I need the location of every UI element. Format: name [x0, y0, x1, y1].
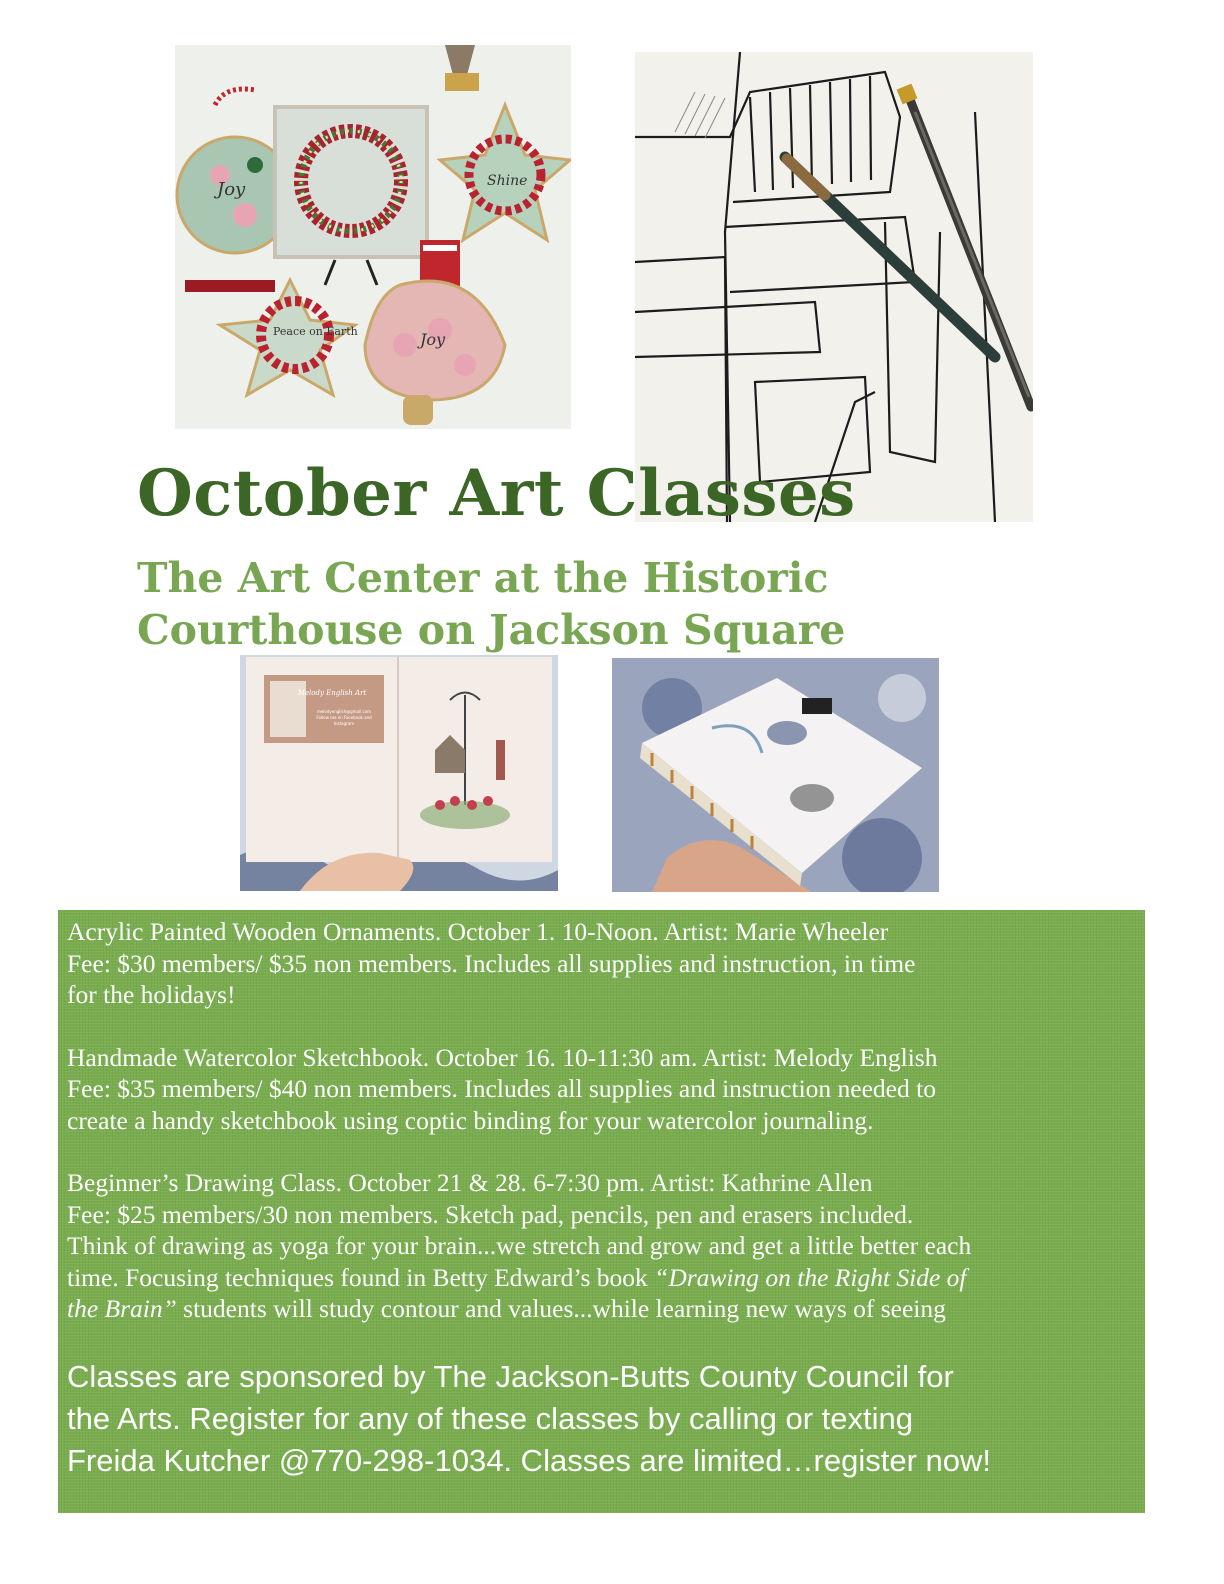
open-sketchbook-illustration [240, 655, 558, 891]
coptic-bound-sketchbook-photo [612, 658, 939, 892]
open-watercolor-sketchbook-photo [240, 655, 558, 891]
class-sketchbook-title: Handmade Watercolor Sketchbook. October 16. 10-11:30 am. Artist: Melody English [67, 1042, 938, 1072]
headline: October Art Classes [137, 456, 856, 531]
class-drawing-fee: Fee: $25 members/30 non members. Sketch pad, pencils, pen and erasers included. [67, 1199, 914, 1229]
sponsor-line-2: the Arts. Register for any of these classes by calling or texting [67, 1400, 914, 1436]
sponsor-line-3: Freida Kutcher @770-298-1034. Classes are limited…register now! [67, 1442, 992, 1478]
class-ornaments-note: for the holidays! [67, 980, 236, 1009]
class-ornaments [67, 916, 1137, 1011]
class-drawing-book-title: “Drawing on the Right Side of [654, 1262, 967, 1292]
svg-text:Joy: Joy [217, 179, 246, 200]
svg-text:Follow me on Facebook and: Follow me on Facebook and [316, 715, 372, 720]
sponsor-note [67, 1356, 1137, 1482]
class-drawing-book-post: students will study contour and values...while learning new ways of seeing [176, 1294, 946, 1323]
class-drawing-book-line-2 [67, 1293, 1137, 1325]
class-drawing-book-title-end: the Brain” [67, 1294, 177, 1323]
subtitle: The Art Center at the Historic Courthouse on Jackson Square [137, 554, 846, 654]
class-sketchbook [67, 1042, 1137, 1137]
svg-text:Joy: Joy [420, 330, 446, 349]
class-drawing-book-pre: time. Focusing techniques found in Betty Edward’s book [67, 1262, 655, 1292]
svg-text:Instagram: Instagram [333, 721, 355, 726]
class-info-panel [58, 910, 1145, 1513]
svg-text:Peace on Earth: Peace on Earth [273, 325, 358, 338]
class-drawing-book-line [67, 1262, 1137, 1294]
ornaments-illustration [175, 45, 571, 429]
contour-sketch-photo [635, 52, 1033, 522]
class-ornaments-title: Acrylic Painted Wooden Ornaments. October 1. 10-Noon. Artist: Marie Wheeler [67, 917, 889, 946]
contour-sketch-illustration [635, 52, 1033, 522]
svg-text:Shine: Shine [487, 173, 528, 189]
class-ornaments-fee: Fee: $30 members/ $35 non members. Includes all supplies and instruction, in time [67, 948, 916, 978]
svg-text:melodyenglish@gmail.com: melodyenglish@gmail.com [316, 709, 372, 714]
class-drawing [67, 1167, 1137, 1325]
coptic-sketchbook-illustration [612, 658, 939, 892]
sponsor-line-1: Classes are sponsored by The Jackson-Butts County Council for [67, 1358, 954, 1394]
class-drawing-title: Beginner’s Drawing Class. October 21 & 28. 6-7:30 pm. Artist: Kathrine Allen [67, 1168, 873, 1197]
class-sketchbook-note: create a handy sketchbook using coptic binding for your watercolor journaling. [67, 1105, 874, 1135]
svg-text:Melody English Art: Melody English Art [297, 689, 367, 697]
class-drawing-description: Think of drawing as yoga for your brain...we stretch and grow and get a little better each [67, 1231, 972, 1260]
class-sketchbook-fee: Fee: $35 members/ $40 non members. Includes all supplies and instruction needed to [67, 1074, 936, 1103]
painted-ornaments-photo [175, 45, 571, 429]
